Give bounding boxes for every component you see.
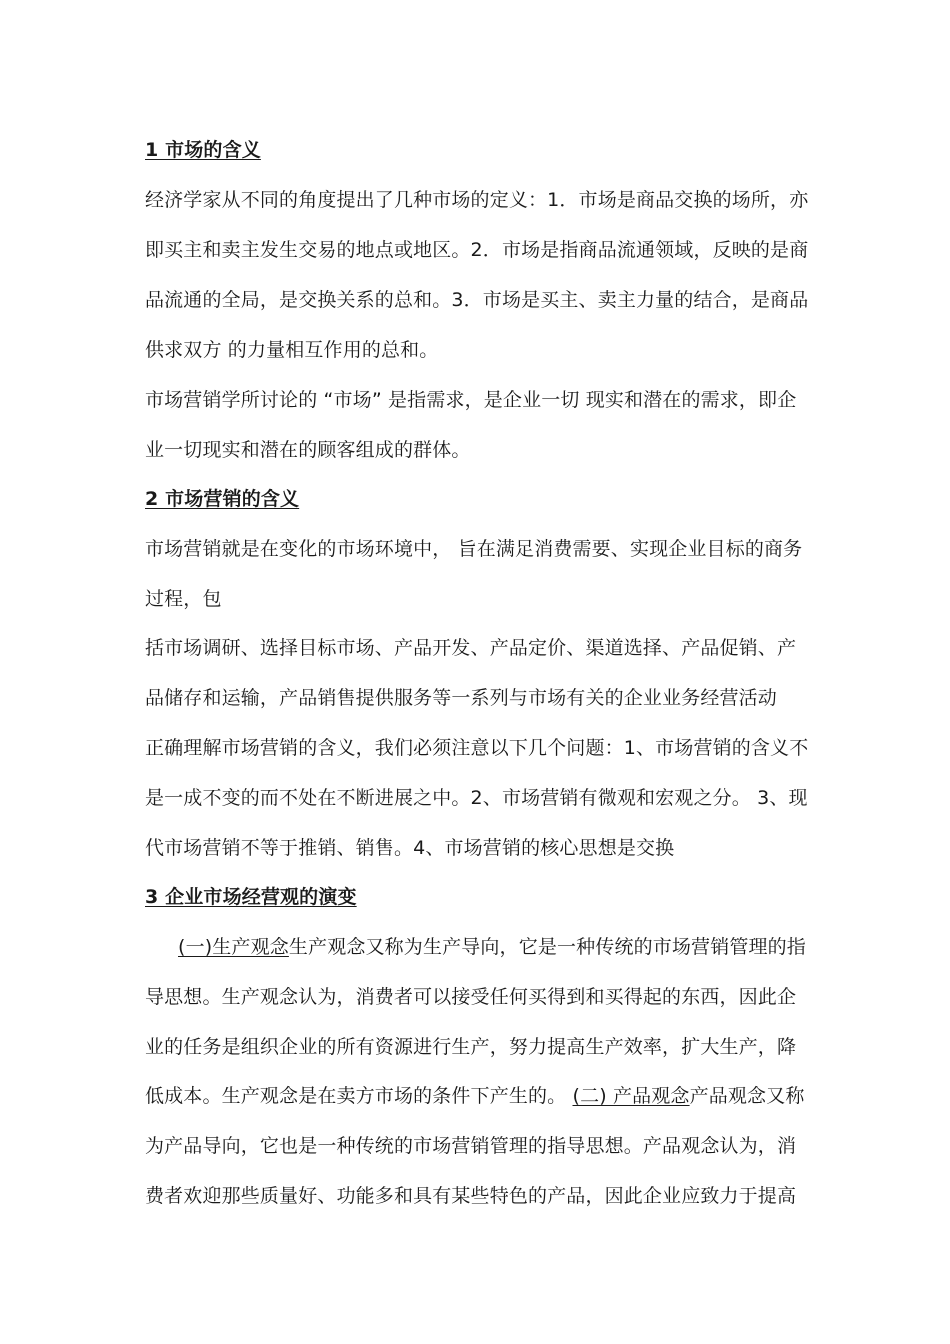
paragraph-line: 正确理解市场营销的含义，我们必须注意以下几个问题：1、市场营销的含义不 xyxy=(145,737,809,759)
paragraph-line: 市场营销就是在变化的市场环境中， 旨在满足消费需要、实现企业目标的商务 xyxy=(145,538,803,560)
paragraph-line: 过程，包 xyxy=(145,588,222,610)
paragraph-line: 品流通的全局，是交换关系的总和。3．市场是买主、卖主力量的结合，是商品 xyxy=(145,289,809,311)
paragraph-line: 费者欢迎那些质量好、功能多和具有某些特色的产品，因此企业应致力于提高 xyxy=(145,1185,797,1207)
paragraph-line: 代市场营销不等于推销、销售。4、市场营销的核心思想是交换 xyxy=(145,837,675,859)
paragraph-line: 业的任务是组织企业的所有资源进行生产，努力提高生产效率，扩大生产，降 xyxy=(145,1036,797,1058)
paragraph-line: 市场营销学所讨论的 “市场” 是指需求，是企业一切 现实和潜在的需求，即企 xyxy=(145,389,797,411)
paragraph-text: 低成本。生产观念是在卖方市场的条件下产生的。 xyxy=(145,1085,573,1107)
paragraph-line: 品储存和运输，产品销售提供服务等一系列与市场有关的企业业务经营活动 xyxy=(145,687,777,709)
paragraph-line: 括市场调研、选择目标市场、产品开发、产品定价、渠道选择、产品促销、产 xyxy=(145,637,797,659)
paragraph-line: 供求双方 的力量相互作用的总和。 xyxy=(145,339,439,361)
paragraph-line: 是一成不变的而不处在不断进展之中。2、市场营销有微观和宏观之分。 3、现 xyxy=(145,787,808,809)
paragraph-line: 业一切现实和潜在的顾客组成的群体。 xyxy=(145,439,471,461)
paragraph-line: 为产品导向，它也是一种传统的市场营销管理的指导思想。产品观念认为，消 xyxy=(145,1135,797,1157)
paragraph-line xyxy=(178,935,806,959)
paragraph-text: 生产观念又称为生产导向，它是一种传统的市场营销管理的指 xyxy=(288,936,806,958)
section-heading-business-concept-evolution: 3 企业市场经营观的演变 xyxy=(145,886,357,908)
paragraph-line xyxy=(145,1084,804,1108)
section-heading-marketing-meaning: 2 市场营销的含义 xyxy=(145,488,300,510)
paragraph-line: 经济学家从不同的角度提出了几种市场的定义：1．市场是商品交换的场所，亦 xyxy=(145,189,809,211)
product-concept-label: (二) 产品观念 xyxy=(572,1085,690,1107)
paragraph-line: 导思想。生产观念认为，消费者可以接受任何买得到和买得起的东西，因此企 xyxy=(145,986,797,1008)
section-heading-market-meaning: 1 市场的含义 xyxy=(145,139,261,161)
paragraph-line: 即买主和卖主发生交易的地点或地区。2．市场是指商品流通领域，反映的是商 xyxy=(145,239,809,261)
production-concept-label: (一)生产观念 xyxy=(178,936,289,958)
paragraph-text: 产品观念又称 xyxy=(689,1085,805,1107)
